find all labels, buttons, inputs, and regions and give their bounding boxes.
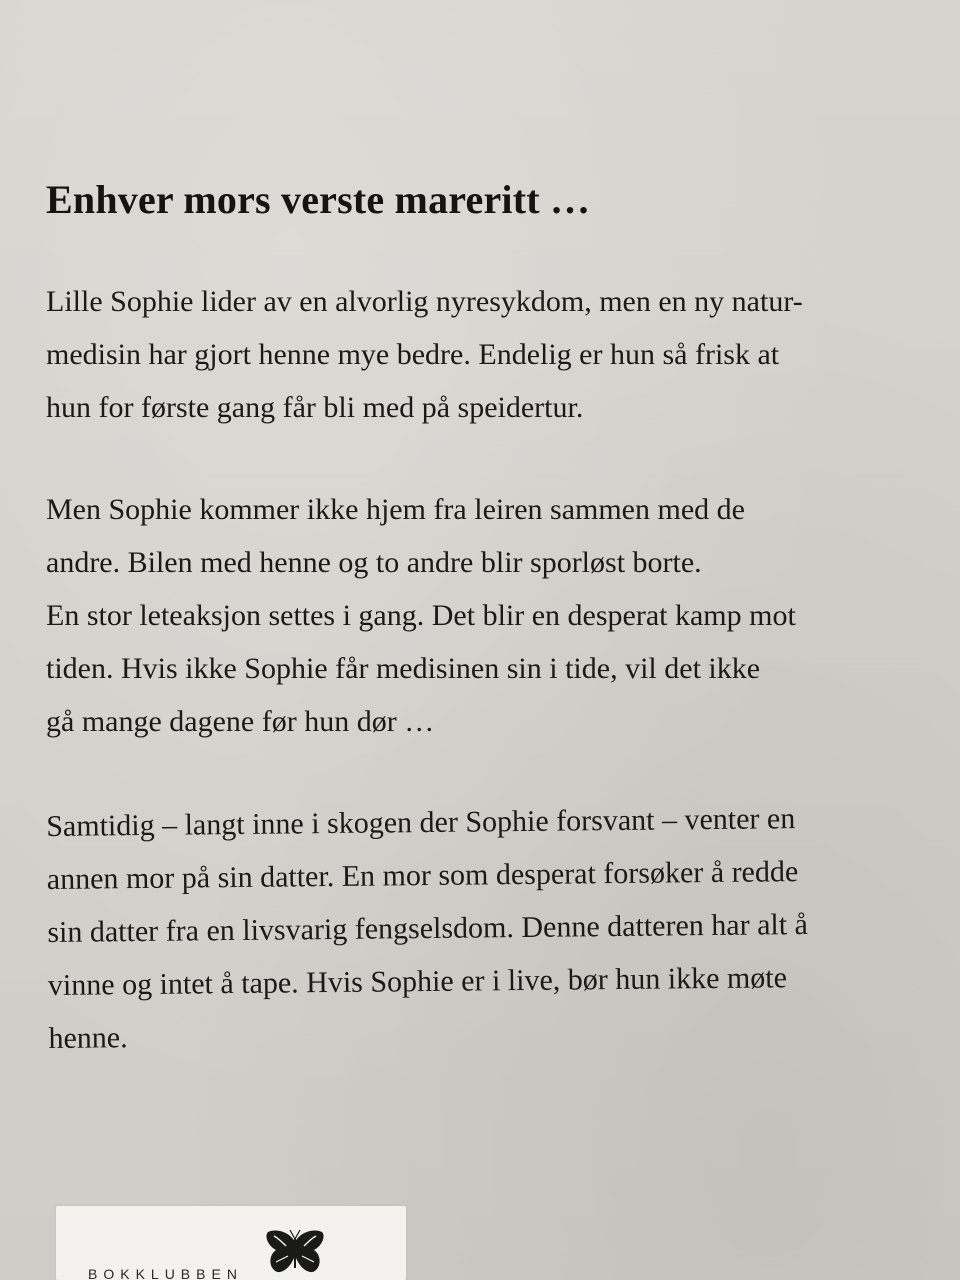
blurb-heading: Enhver mors verste mareritt … xyxy=(46,177,591,222)
butterfly-icon xyxy=(262,1228,328,1280)
text-line: medisin har gjort henne mye bedre. Endelig er hun så frisk at xyxy=(46,338,780,371)
publisher-logo-text: BOKKLUBBEN xyxy=(88,1266,243,1280)
text-line: annen mor på sin datter. En mor som desperat forsøker å redde xyxy=(46,855,799,896)
blurb-paragraph-2 xyxy=(46,483,936,748)
text-line: henne. xyxy=(48,1021,128,1055)
text-line: hun for første gang får bli med på speidertur. xyxy=(46,391,584,424)
blurb-paragraph-1 xyxy=(46,275,936,434)
text-line: gå mange dagene før hun dør … xyxy=(46,705,435,738)
text-line: tiden. Hvis ikke Sophie får medisinen sin i tide, vil det ikke xyxy=(46,652,761,685)
text-line: Men Sophie kommer ikke hjem fra leiren sammen med de xyxy=(46,493,745,526)
text-line: sin datter fra en livsvarig fengselsdom. Denne datteren har alt å xyxy=(47,908,809,949)
text-line: Samtidig – langt inne i skogen der Sophie forsvant – venter en xyxy=(46,802,796,843)
text-line: vinne og intet å tape. Hvis Sophie er i live, bør hun ikke møte xyxy=(47,961,788,1002)
text-line: En stor leteaksjon settes i gang. Det blir en desperat kamp mot xyxy=(46,599,796,632)
text-line: andre. Bilen med henne og to andre blir sporløst borte. xyxy=(46,546,702,579)
blurb-paragraph-3 xyxy=(46,791,939,1065)
text-line: Lille Sophie lider av en alvorlig nyresykdom, men en ny natur- xyxy=(46,285,803,318)
